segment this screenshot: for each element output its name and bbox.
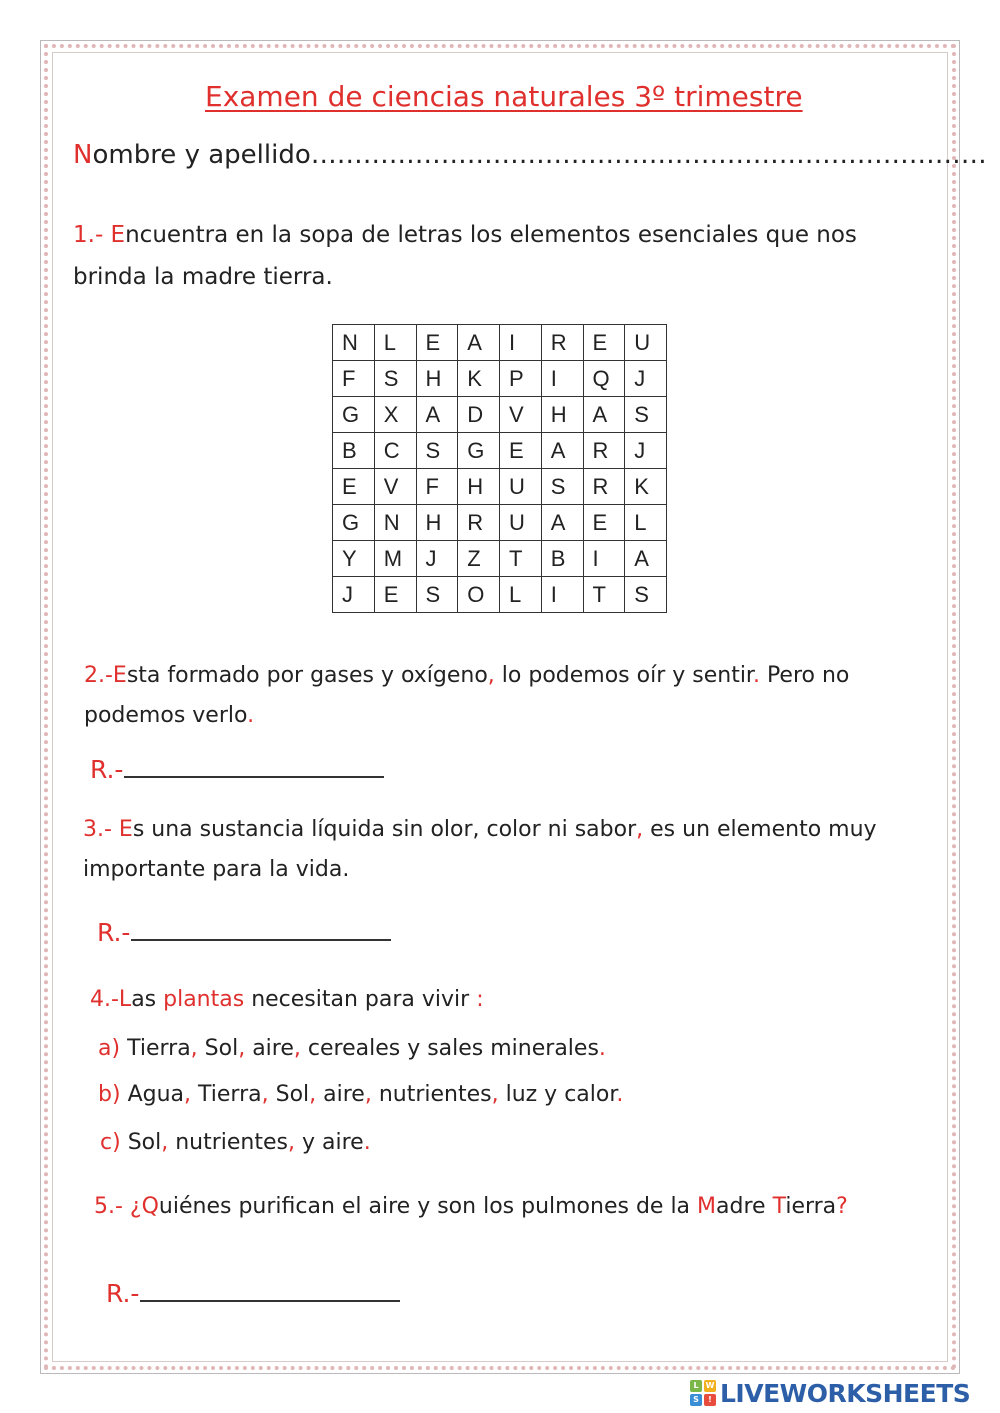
grid-cell[interactable]: R	[583, 469, 625, 505]
punctuation: ,	[161, 1130, 169, 1155]
exam-title: Examen de ciencias naturales 3º trimestre	[205, 80, 803, 113]
answer-3[interactable]	[97, 918, 391, 947]
grid-cell[interactable]: U	[625, 325, 667, 361]
grid-cell[interactable]: T	[583, 577, 625, 613]
question-3-text: s una sustancia líquida sin olor, color ni sabor	[132, 817, 637, 842]
answer-3-blank[interactable]	[131, 919, 391, 941]
grid-cell[interactable]: E	[583, 325, 625, 361]
grid-cell[interactable]: J	[416, 541, 458, 577]
answer-label: R.-	[97, 918, 131, 947]
grid-cell[interactable]: A	[416, 397, 458, 433]
grid-cell[interactable]: C	[374, 433, 416, 469]
grid-row	[333, 361, 667, 397]
grid-row	[333, 397, 667, 433]
grid-cell[interactable]: A	[583, 397, 625, 433]
grid-cell[interactable]: A	[541, 505, 583, 541]
punctuation: ,	[293, 1036, 301, 1061]
punctuation: ,	[288, 1130, 295, 1155]
grid-cell[interactable]: I	[500, 325, 542, 361]
grid-cell[interactable]: X	[374, 397, 416, 433]
grid-cell[interactable]: G	[333, 505, 375, 541]
grid-cell[interactable]: E	[416, 325, 458, 361]
grid-row	[333, 505, 667, 541]
question-3	[83, 810, 933, 890]
grid-cell[interactable]: O	[458, 577, 500, 613]
logo-mark-icon	[690, 1380, 716, 1406]
grid-row	[333, 433, 667, 469]
name-field[interactable]	[73, 140, 987, 170]
grid-cell[interactable]: T	[500, 541, 542, 577]
option-text: nutrientes	[371, 1082, 492, 1107]
grid-cell[interactable]: K	[458, 361, 500, 397]
grid-cell[interactable]: H	[458, 469, 500, 505]
option-label: a)	[98, 1036, 121, 1061]
word-search-grid	[332, 324, 667, 613]
answer-2[interactable]	[90, 755, 384, 784]
question-1-number: 1.- E	[73, 222, 126, 248]
question-5-text: adre	[716, 1194, 773, 1219]
grid-cell[interactable]: F	[416, 469, 458, 505]
question-3-number: 3.- E	[83, 817, 133, 842]
answer-5[interactable]	[106, 1279, 400, 1308]
grid-cell[interactable]: S	[416, 577, 458, 613]
question-1-text: ncuentra en la sopa de letras los elementos esenciales que nos brinda la madre tierra.	[73, 222, 857, 290]
grid-cell[interactable]: J	[333, 577, 375, 613]
grid-cell[interactable]: H	[416, 505, 458, 541]
grid-cell[interactable]: U	[500, 505, 542, 541]
grid-cell[interactable]: I	[541, 577, 583, 613]
question-2-text: lo podemos oír y sentir	[494, 663, 753, 688]
question-4-text: necesitan para vivir	[244, 987, 477, 1012]
punctuation: ,	[309, 1082, 317, 1107]
punctuation: ,	[184, 1082, 192, 1107]
option-text: cereales y sales minerales	[300, 1036, 599, 1061]
option-a[interactable]	[98, 1036, 606, 1061]
grid-cell[interactable]: Q	[583, 361, 625, 397]
option-text: Tierra	[127, 1036, 191, 1061]
option-c[interactable]	[100, 1130, 371, 1155]
liveworksheets-logo[interactable]	[690, 1378, 970, 1408]
grid-cell[interactable]: E	[374, 577, 416, 613]
grid-cell[interactable]: V	[374, 469, 416, 505]
grid-cell[interactable]: L	[625, 505, 667, 541]
grid-cell[interactable]: S	[625, 397, 667, 433]
option-text: y aire	[295, 1130, 364, 1155]
punctuation: ,	[364, 1082, 372, 1107]
punctuation: .	[363, 1130, 371, 1155]
name-initial: N	[73, 140, 93, 170]
grid-cell[interactable]: G	[333, 397, 375, 433]
option-text: nutrientes	[168, 1130, 288, 1155]
question-4	[90, 980, 484, 1020]
punctuation: .	[598, 1036, 606, 1061]
grid-row	[333, 541, 667, 577]
punctuation: ,	[238, 1036, 246, 1061]
question-2-number: 2.-E	[84, 663, 127, 688]
question-2	[84, 656, 934, 736]
grid-cell[interactable]: H	[541, 397, 583, 433]
punctuation: ,	[491, 1082, 499, 1107]
question-1	[73, 214, 933, 298]
grid-cell[interactable]: S	[416, 433, 458, 469]
grid-cell[interactable]: S	[541, 469, 583, 505]
grid-cell[interactable]: F	[333, 361, 375, 397]
answer-2-blank[interactable]	[124, 756, 384, 778]
punctuation: ,	[636, 817, 644, 842]
grid-cell[interactable]: R	[458, 505, 500, 541]
grid-cell[interactable]: S	[374, 361, 416, 397]
question-4-text: as	[131, 987, 164, 1012]
punctuation: ,	[261, 1082, 269, 1107]
logo-tile: W	[705, 1381, 715, 1390]
logo-tile: S	[690, 1394, 702, 1406]
grid-cell[interactable]: E	[333, 469, 375, 505]
grid-cell[interactable]: V	[500, 397, 542, 433]
punctuation: ?	[836, 1194, 848, 1219]
grid-cell[interactable]: Y	[333, 541, 375, 577]
grid-row	[333, 577, 667, 613]
grid-cell[interactable]: P	[500, 361, 542, 397]
question-4-number: 4.-L	[90, 987, 132, 1012]
grid-cell[interactable]: B	[541, 541, 583, 577]
grid-cell[interactable]: K	[625, 469, 667, 505]
name-label: ombre y apellido……………………………………………………………………	[92, 140, 987, 170]
punctuation: .	[616, 1082, 624, 1107]
grid-cell[interactable]: A	[625, 541, 667, 577]
question-5-highlight: M	[697, 1194, 717, 1219]
answer-label: R.-	[106, 1279, 140, 1308]
grid-cell[interactable]: D	[458, 397, 500, 433]
grid-cell[interactable]: H	[416, 361, 458, 397]
grid-cell[interactable]: N	[374, 505, 416, 541]
grid-cell[interactable]: U	[500, 469, 542, 505]
grid-cell[interactable]: E	[500, 433, 542, 469]
punctuation: :	[476, 987, 484, 1012]
option-b[interactable]	[98, 1082, 623, 1107]
grid-cell[interactable]: R	[541, 325, 583, 361]
grid-cell[interactable]: A	[541, 433, 583, 469]
brand-name: LIVEWORKSHEETS	[720, 1378, 971, 1408]
punctuation: ,	[487, 663, 495, 688]
punctuation: .	[247, 703, 255, 728]
question-5-text: uiénes purifican el aire y son los pulmones de la	[158, 1194, 698, 1219]
grid-cell[interactable]: A	[458, 325, 500, 361]
grid-cell[interactable]: E	[583, 505, 625, 541]
question-2-text: sta formado por gases y oxígeno	[126, 663, 488, 688]
grid-cell[interactable]: Z	[458, 541, 500, 577]
option-text: Sol	[127, 1130, 162, 1155]
question-4-highlight: plantas	[163, 987, 245, 1012]
option-text: aire	[316, 1082, 365, 1107]
punctuation: .	[752, 663, 760, 688]
grid-cell[interactable]: J	[625, 433, 667, 469]
option-text: luz y calor	[498, 1082, 617, 1107]
grid-cell[interactable]: J	[625, 361, 667, 397]
grid-row	[333, 325, 667, 361]
grid-cell[interactable]: B	[333, 433, 375, 469]
grid-cell[interactable]: L	[500, 577, 542, 613]
answer-5-blank[interactable]	[140, 1280, 400, 1302]
question-5	[94, 1187, 934, 1227]
question-5-number: 5.- ¿Q	[94, 1194, 159, 1219]
option-label: c)	[100, 1130, 121, 1155]
question-3-text: es un elemento muy importante para la vida.	[83, 817, 877, 882]
option-text: Sol	[268, 1082, 310, 1107]
answer-label: R.-	[90, 755, 124, 784]
option-text: Sol	[197, 1036, 239, 1061]
logo-tile: L	[690, 1380, 702, 1392]
punctuation: ,	[190, 1036, 198, 1061]
question-5-highlight: T	[772, 1194, 786, 1219]
grid-cell[interactable]: G	[458, 433, 500, 469]
grid-cell[interactable]: M	[374, 541, 416, 577]
option-text: Tierra	[191, 1082, 262, 1107]
option-text: Agua	[127, 1082, 185, 1107]
grid-cell[interactable]: L	[374, 325, 416, 361]
grid-cell[interactable]: R	[583, 433, 625, 469]
question-5-text: ierra	[785, 1194, 837, 1219]
grid-row	[333, 469, 667, 505]
logo-tile: !	[704, 1394, 716, 1406]
question-2-text: Pero no podemos verlo	[84, 663, 850, 728]
grid-cell[interactable]: I	[541, 361, 583, 397]
option-text: aire	[245, 1036, 294, 1061]
grid-cell[interactable]: I	[583, 541, 625, 577]
grid-cell[interactable]: S	[625, 577, 667, 613]
grid-cell[interactable]: N	[333, 325, 375, 361]
option-label: b)	[98, 1082, 121, 1107]
